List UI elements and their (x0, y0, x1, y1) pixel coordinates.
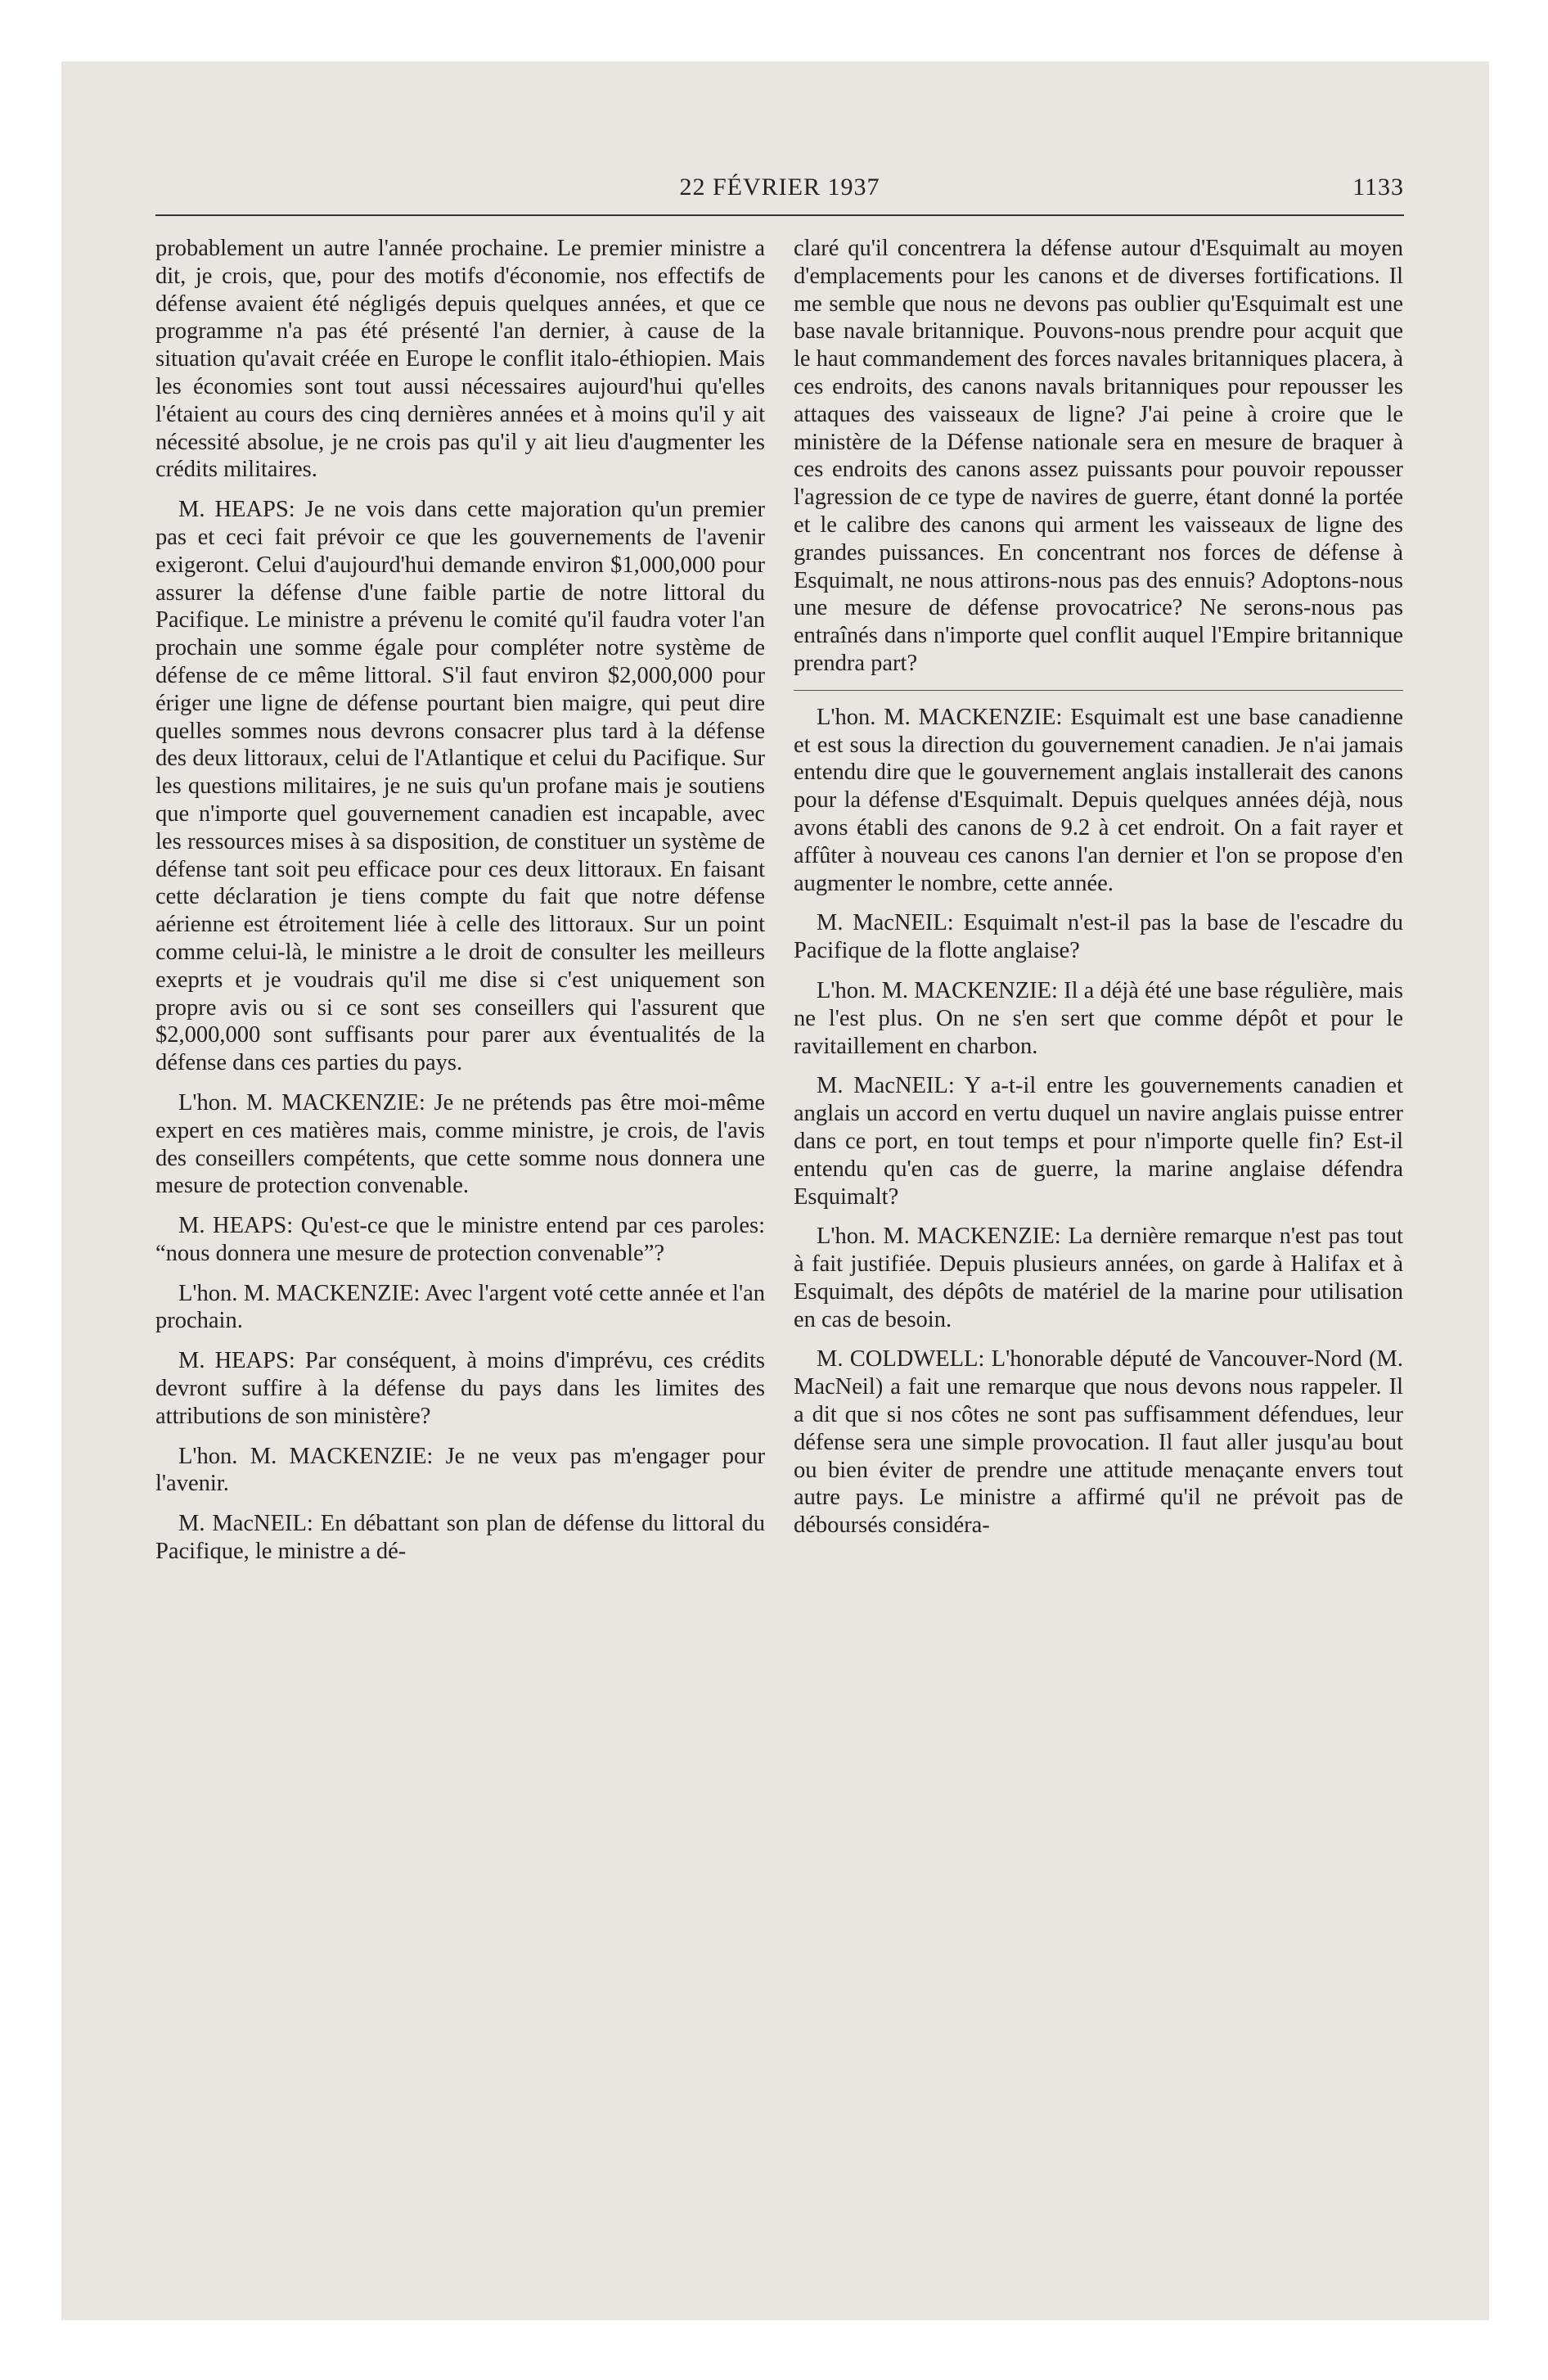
paragraph: M. HEAPS: Par conséquent, à moins d'imprévu, ces crédits devront suffire à la défense du pays dans les limites des attributions de son ministère? (155, 1348, 765, 1429)
paragraph: claré qu'il concentrera la défense autour d'Esquimalt au moyen d'emplacements pour les canons et de diverses fortifications. Il me semble que nous ne devons pas oublier qu'Esquimalt est une base navale britannique. Pouvons-nous prendre pour acquit que le haut commandement des forces navales britanniques placera, à ces endroits, des canons navals britanniques pour repousser les attaques des vaisseaux de ligne? J'ai peine à croire que le ministère de la Défense nationale sera en mesure de braquer à ces endroits des canons assez puissants pour pouvoir repousser l'agression de ce type de navires de guerre, étant donné la portée et le calibre des canons qui arment les vaisseaux de ligne des grandes puissances. En concentrant nos forces de défense à Esquimalt, ne nous attirons-nous pas des ennuis? Adoptons-nous une mesure de défense provocatrice? Ne serons-nous pas entraînés dans n'importe quel conflit auquel l'Empire britannique prendra part? (794, 236, 1403, 676)
paragraph: L'hon. M. MACKENZIE: Je ne veux pas m'engager pour l'avenir. (155, 1443, 765, 1497)
section-rule (794, 690, 1403, 691)
paragraph: M. MacNEIL: En débattant son plan de défense du littoral du Pacifique, le ministre a dé- (155, 1511, 765, 1565)
page-number: 1133 (1352, 174, 1404, 201)
paragraph: L'hon. M. MACKENZIE: Avec l'argent voté cette année et l'an prochain. (155, 1280, 765, 1334)
paragraph: L'hon. M. MACKENZIE: La dernière remarque n'est pas tout à fait justifiée. Depuis plusieurs années, on garde à Halifax et à Esquimalt, des dépôts de matériel de la marine pour utilisation en cas de besoin. (794, 1224, 1403, 1332)
paragraph: L'hon. M. MACKENZIE: Il a déjà été une base régulière, mais ne l'est plus. On ne s'en sert que comme dépôt et pour le ravitaillement en charbon. (794, 977, 1403, 1059)
paragraph: M. HEAPS: Je ne vois dans cette majoration qu'un premier pas et ceci fait prévoir ce que les gouvernements de l'avenir exigeront. Celui d'aujourd'hui demande environ $1,000,000 pour assurer la défense d'une faible partie de notre littoral du Pacifique. Le ministre a prévenu le comité qu'il faudra voter l'an prochain une somme égale pour compléter notre système de défense de ce même littoral. S'il faut environ $2,000,000 pour ériger une ligne de défense pourtant bien maigre, qui peut dire quelles sommes nous devrons consacrer plus tard à la défense des deux littoraux, celui de l'Atlantique et celui du Pacifique. Sur les questions militaires, je ne suis qu'un profane mais je soutiens que n'importe quel gouvernement canadien est incapable, avec les ressources mises à sa disposition, de constituer un système de défense tant soit peu efficace pour ces deux littoraux. En faisant cette déclaration je tiens compte du fait que notre défense aérienne est étroitement liée à celle des littoraux. Sur un point comme celui-là, le ministre a le droit de consulter les meilleurs exeprts et je voudrais qu'il me dise si c'est uniquement son propre avis ou si ce sont ses conseillers qui l'assurent que $2,000,000 sont suffisants pour parer aux éventualités de la défense dans ces parties du pays. (155, 497, 765, 1076)
left-column (155, 235, 765, 1578)
header-date: 22 FÉVRIER 1937 (679, 174, 880, 201)
paragraph: probablement un autre l'année prochaine. Le premier ministre a dit, je crois, que, pour des motifs d'économie, nos effectifs de défense avaient été négligés depuis quelques années, et que ce programme n'a pas été présenté l'an dernier, à cause de la situation qu'avait créée en Europe le conflit italo-éthiopien. Mais les économies sont tout aussi nécessaires aujourd'hui qu'elles l'étaient au cours des cinq dernières années et à moins qu'il y ait nécessité absolue, je ne crois pas qu'il y ait lieu d'augmenter les crédits militaires. (155, 236, 765, 483)
page-header (155, 174, 1404, 213)
header-rule (155, 214, 1404, 216)
paragraph: L'hon. M. MACKENZIE: Esquimalt est une base canadienne et est sous la direction du gouvernement canadien. Je n'ai jamais entendu dire que le gouvernement anglais installerait des canons pour la défense d'Esquimalt. Depuis quelques années déjà, nous avons établi des canons de 9.2 à cet endroit. On a fait rayer et affûter à nouveau ces canons l'an dernier et l'on se propose d'en augmenter le nombre, cette année. (794, 704, 1403, 896)
paragraph: M. HEAPS: Qu'est-ce que le ministre entend par ces paroles: “nous donnera une mesure de protection convenable”? (155, 1213, 765, 1266)
paragraph: M. MacNEIL: Esquimalt n'est-il pas la base de l'escadre du Pacifique de la flotte anglaise? (794, 910, 1403, 964)
paragraph: M. COLDWELL: L'honorable député de Vancouver-Nord (M. MacNeil) a fait une remarque que nous devons nous rappeler. Il a dit que si nos côtes ne sont pas suffisamment défendues, leur défense sera une simple provocation. Il faut aller jusqu'au bout ou bien éviter de prendre une attitude menaçante envers tout autre pays. Le ministre a affirmé qu'il ne prévoit pas de déboursés considéra- (794, 1346, 1403, 1539)
right-column (794, 235, 1403, 1552)
paragraph: L'hon. M. MACKENZIE: Je ne prétends pas être moi-même expert en ces matières mais, comme ministre, je crois, de l'avis des conseillers compétents, que cette somme nous donnera une mesure de protection convenable. (155, 1089, 765, 1199)
paragraph: M. MacNEIL: Y a-t-il entre les gouvernements canadien et anglais un accord en vertu duquel un navire anglais puisse entrer dans ce port, en tout temps et pour n'importe quelle fin? Est-il entendu qu'en cas de guerre, la marine anglaise défendra Esquimalt? (794, 1073, 1403, 1210)
